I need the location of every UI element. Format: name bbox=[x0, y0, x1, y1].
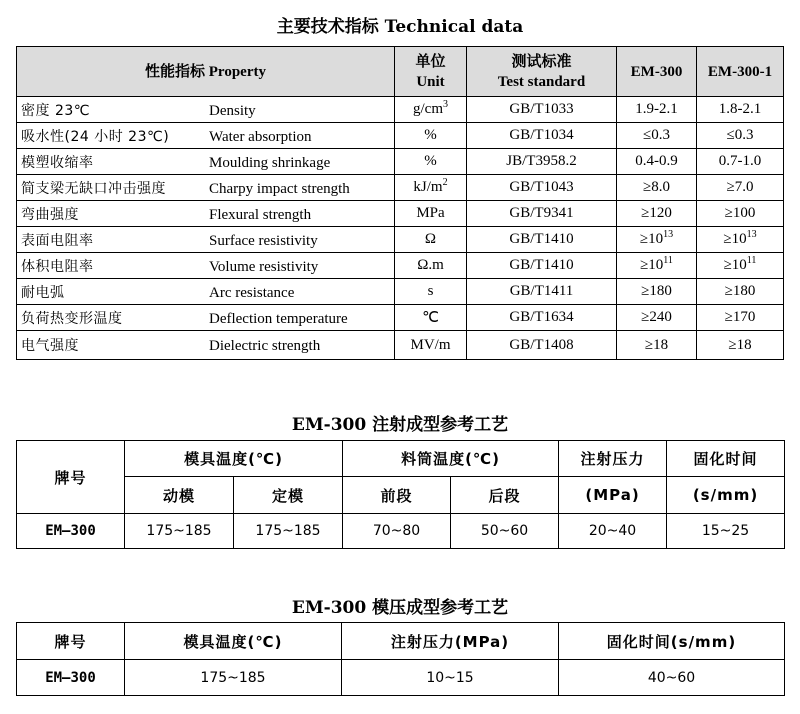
property-en: Moulding shrinkage bbox=[209, 154, 331, 171]
property-en: Water absorption bbox=[209, 128, 312, 145]
property-cell bbox=[17, 253, 395, 279]
unit-cell bbox=[395, 305, 467, 331]
em300-cell bbox=[617, 175, 697, 201]
em300-value: ≥180 bbox=[641, 283, 672, 299]
injection-cure-unit: (s/mm) bbox=[667, 477, 785, 514]
injection-fixed: 定模 bbox=[234, 477, 343, 514]
tech-row bbox=[17, 253, 784, 279]
unit-superscript: 2 bbox=[442, 177, 448, 188]
em300-1-value: ≥7.0 bbox=[726, 179, 754, 195]
unit-value: MPa bbox=[416, 205, 445, 221]
em300-cell bbox=[617, 253, 697, 279]
em300-1-value: ≤0.3 bbox=[726, 127, 754, 143]
em300-1-value: ≥100 bbox=[724, 205, 756, 221]
compression-row-cure: 40~60 bbox=[559, 660, 785, 696]
em300-cell bbox=[617, 123, 697, 149]
em300-value: ≥18 bbox=[644, 336, 669, 353]
em300-1-cell bbox=[697, 97, 784, 123]
em300-1-superscript: 11 bbox=[746, 255, 757, 266]
test-standard-cell: GB/T1411 bbox=[467, 279, 617, 305]
property-cell bbox=[17, 123, 395, 149]
em300-1-value: ≥10 bbox=[723, 231, 747, 247]
compression-pressure: 注射压力(MPa) bbox=[342, 623, 559, 660]
injection-row-brand: EM—300 bbox=[17, 514, 125, 549]
tech-row bbox=[17, 123, 784, 149]
injection-cure: 固化时间 bbox=[667, 441, 785, 477]
injection-row-cure: 15~25 bbox=[667, 514, 785, 549]
injection-process-table bbox=[16, 440, 785, 549]
em300-1-value: ≥180 bbox=[724, 283, 756, 299]
tech-row bbox=[17, 97, 784, 123]
unit-superscript: 3 bbox=[443, 99, 448, 110]
property-zh: 负荷热变形温度 bbox=[21, 310, 123, 327]
property-cell bbox=[17, 175, 395, 201]
property-en: Deflection temperature bbox=[209, 310, 348, 327]
em300-value: ≥10 bbox=[639, 231, 664, 247]
unit-value: kJ/m bbox=[413, 179, 443, 195]
em300-1-cell bbox=[697, 149, 784, 175]
property-cell bbox=[17, 201, 395, 227]
em300-1-cell bbox=[697, 331, 784, 360]
em300-cell bbox=[617, 97, 697, 123]
em300-cell bbox=[617, 149, 697, 175]
em300-1-cell bbox=[697, 123, 784, 149]
property-zh: 模塑收缩率 bbox=[21, 154, 94, 171]
tech-row bbox=[17, 201, 784, 227]
tech-row bbox=[17, 227, 784, 253]
test-standard-cell: JB/T3958.2 bbox=[467, 149, 617, 175]
unit-value: Ω.m bbox=[417, 257, 444, 273]
unit-cell bbox=[395, 123, 467, 149]
em300-1-cell bbox=[697, 227, 784, 253]
em300-value: ≥240 bbox=[641, 309, 672, 325]
header-em300: EM-300 bbox=[617, 47, 697, 97]
unit-value: % bbox=[424, 127, 437, 143]
unit-value: s bbox=[427, 283, 434, 299]
property-cell bbox=[17, 305, 395, 331]
property-cell bbox=[17, 279, 395, 305]
tech-row bbox=[17, 331, 784, 360]
property-zh: 表面电阻率 bbox=[21, 232, 94, 249]
em300-1-value: ≥10 bbox=[723, 257, 747, 273]
em300-1-cell bbox=[697, 279, 784, 305]
compression-process-table bbox=[16, 622, 785, 696]
test-standard-cell: GB/T1033 bbox=[467, 97, 617, 123]
unit-value: g/cm bbox=[413, 101, 443, 117]
em300-cell bbox=[617, 305, 697, 331]
injection-pressure-unit: (MPa) bbox=[559, 477, 667, 514]
compression-brand-label: 牌号 bbox=[17, 623, 125, 660]
em300-cell bbox=[617, 201, 697, 227]
test-standard-cell: GB/T1410 bbox=[467, 253, 617, 279]
unit-cell bbox=[395, 331, 467, 360]
em300-1-superscript: 13 bbox=[746, 229, 757, 240]
header-property: 性能指标 Property bbox=[17, 47, 395, 97]
compression-row-pressure: 10~15 bbox=[342, 660, 559, 696]
test-standard-cell: GB/T1410 bbox=[467, 227, 617, 253]
tech-row bbox=[17, 175, 784, 201]
injection-front: 前段 bbox=[343, 477, 451, 514]
test-standard-cell: GB/T1043 bbox=[467, 175, 617, 201]
unit-cell bbox=[395, 97, 467, 123]
em300-value: ≥8.0 bbox=[643, 179, 670, 195]
em300-value: ≥120 bbox=[641, 205, 672, 221]
injection-rear: 后段 bbox=[451, 477, 559, 514]
property-cell bbox=[17, 331, 395, 360]
em300-1-cell bbox=[697, 305, 784, 331]
property-en: Density bbox=[209, 102, 256, 119]
unit-cell bbox=[395, 175, 467, 201]
tech-row bbox=[17, 305, 784, 331]
em300-superscript: 13 bbox=[663, 229, 674, 240]
property-zh: 简支梁无缺口冲击强度 bbox=[21, 180, 166, 197]
test-standard-cell: GB/T1634 bbox=[467, 305, 617, 331]
property-en: Arc resistance bbox=[209, 284, 295, 301]
em300-value: ≤0.3 bbox=[643, 127, 670, 143]
em300-1-value: 1.8-2.1 bbox=[718, 101, 762, 117]
compression-row-mold-temp: 175~185 bbox=[125, 660, 342, 696]
main-title: 主要技术指标 Technical data bbox=[276, 17, 524, 37]
property-zh: 耐电弧 bbox=[21, 284, 65, 301]
injection-title: EM-300 注射成型参考工艺 bbox=[291, 415, 509, 435]
property-en: Dielectric strength bbox=[209, 338, 321, 354]
property-cell bbox=[17, 149, 395, 175]
em300-1-cell bbox=[697, 175, 784, 201]
unit-value: % bbox=[424, 153, 437, 169]
header-unit: 单位 Unit bbox=[395, 47, 467, 97]
em300-1-value: ≥18 bbox=[728, 336, 752, 353]
injection-row-moving: 175~185 bbox=[125, 514, 234, 549]
unit-cell bbox=[395, 227, 467, 253]
unit-value: Ω bbox=[424, 231, 437, 247]
property-zh: 密度 23℃ bbox=[21, 102, 90, 119]
em300-value: ≥10 bbox=[640, 257, 664, 273]
tech-row bbox=[17, 279, 784, 305]
injection-moving: 动模 bbox=[125, 477, 234, 514]
property-cell bbox=[17, 97, 395, 123]
compression-mold-temp: 模具温度(℃) bbox=[125, 623, 342, 660]
technical-data-table bbox=[16, 46, 784, 360]
property-en: Surface resistivity bbox=[209, 232, 318, 249]
test-standard-cell: GB/T1408 bbox=[467, 331, 617, 360]
em300-1-cell bbox=[697, 253, 784, 279]
property-zh: 体积电阻率 bbox=[21, 258, 94, 275]
test-standard-cell: GB/T9341 bbox=[467, 201, 617, 227]
em300-value: 1.9-2.1 bbox=[635, 101, 678, 117]
em300-superscript: 11 bbox=[663, 255, 673, 266]
injection-row-fixed: 175~185 bbox=[234, 514, 343, 549]
property-en: Flexural strength bbox=[209, 206, 312, 223]
injection-pressure: 注射压力 bbox=[559, 441, 667, 477]
compression-cure: 固化时间(s/mm) bbox=[559, 623, 785, 660]
injection-row-rear: 50~60 bbox=[451, 514, 559, 549]
injection-row-pressure: 20~40 bbox=[559, 514, 667, 549]
property-en: Volume resistivity bbox=[209, 258, 319, 275]
em300-1-value: 0.7-1.0 bbox=[718, 153, 762, 169]
property-zh: 电气强度 bbox=[21, 338, 79, 354]
unit-cell bbox=[395, 253, 467, 279]
property-zh: 弯曲强度 bbox=[21, 206, 79, 223]
injection-brand-label: 牌号 bbox=[17, 441, 125, 514]
injection-barrel-temp: 料筒温度(℃) bbox=[343, 441, 559, 477]
em300-value: 0.4-0.9 bbox=[635, 153, 678, 169]
unit-cell bbox=[395, 279, 467, 305]
header-test-standard: 测试标准 Test standard bbox=[467, 47, 617, 97]
test-standard-cell: GB/T1034 bbox=[467, 123, 617, 149]
em300-cell bbox=[617, 227, 697, 253]
property-en: Charpy impact strength bbox=[209, 180, 350, 197]
em300-cell bbox=[617, 279, 697, 305]
property-cell bbox=[17, 227, 395, 253]
em300-1-cell bbox=[697, 201, 784, 227]
unit-value: MV/m bbox=[410, 336, 451, 353]
unit-cell bbox=[395, 201, 467, 227]
tech-row bbox=[17, 149, 784, 175]
property-zh: 吸水性(24 小时 23℃) bbox=[21, 128, 170, 145]
compression-row-brand: EM—300 bbox=[17, 660, 125, 696]
em300-cell bbox=[617, 331, 697, 360]
injection-mold-temp: 模具温度(℃) bbox=[125, 441, 343, 477]
compression-title: EM-300 模压成型参考工艺 bbox=[291, 598, 509, 618]
unit-cell bbox=[395, 149, 467, 175]
unit-value: ℃ bbox=[422, 310, 439, 326]
em300-1-value: ≥170 bbox=[724, 309, 756, 325]
injection-row-front: 70~80 bbox=[343, 514, 451, 549]
header-em300-1: EM-300-1 bbox=[697, 47, 784, 97]
